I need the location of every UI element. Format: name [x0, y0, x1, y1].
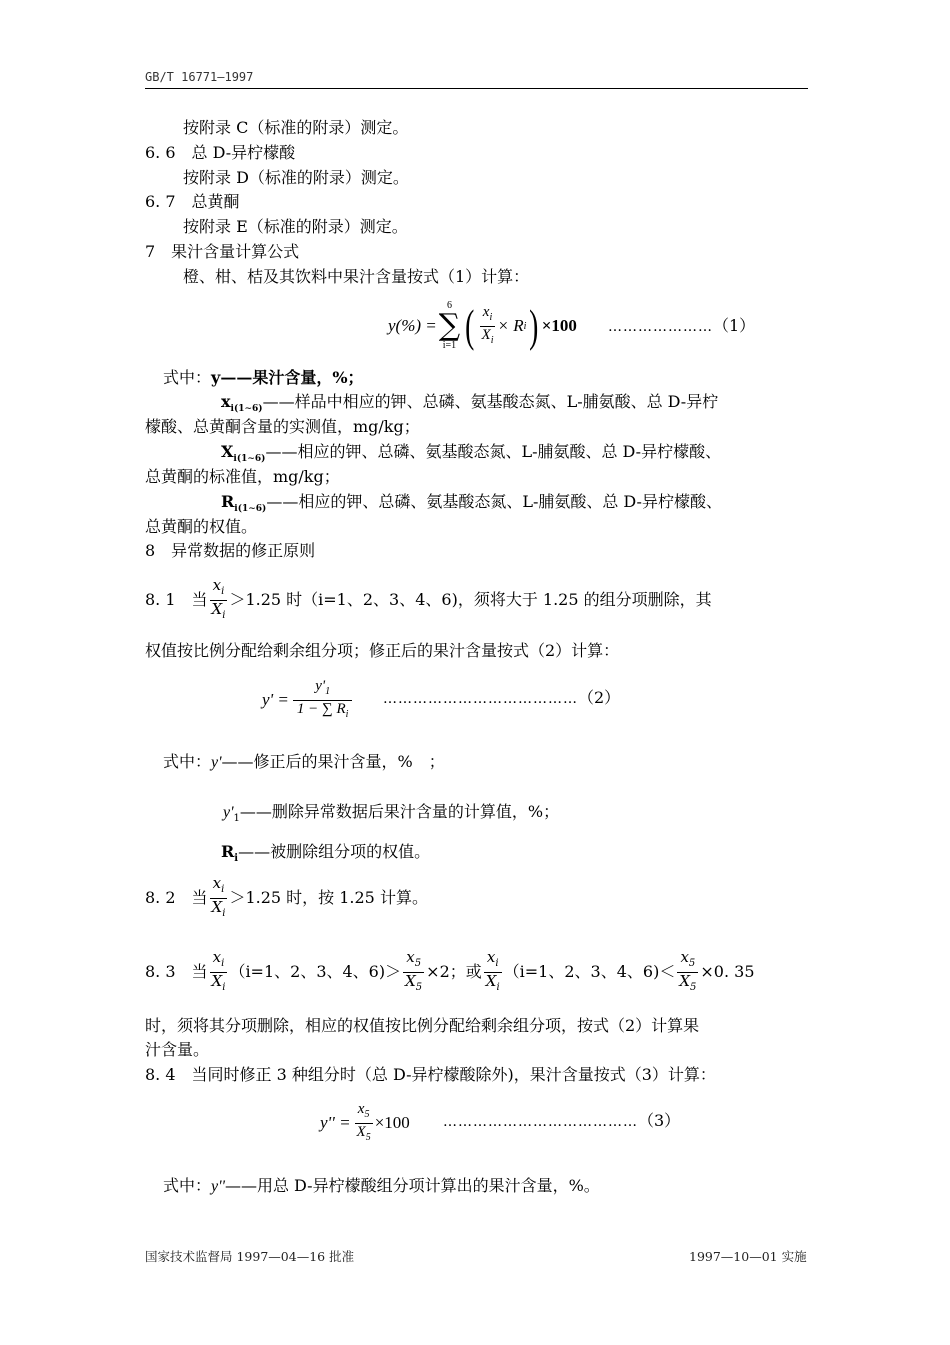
- eq1-number: …………………（1）: [608, 316, 756, 335]
- section-8-2: 8. 2 当 $\frac{x_i}{X_i}$ ＞1.25 时，按 1.25 计算。: [145, 876, 428, 920]
- section-7: 7 果汁含量计算公式: [145, 242, 300, 261]
- equation-3: y'' = $\frac{x_5}{X_5}$ ×100: [320, 1098, 410, 1148]
- def-R: $R_{i(1\sim 6)}——$相应的钾、总磷、氨基酸态氮、L-脯氨酸、总 D-异柠檬酸、: [221, 492, 722, 515]
- line-appendix-d: 按附录 D（标准的附录）测定。: [183, 168, 409, 187]
- section-6-7: 6. 7 总黄酮: [145, 192, 240, 211]
- def-X-cont: 总黄酮的标准值，mg/kg；: [145, 467, 340, 486]
- eq1-lhs: y(%) =: [388, 316, 437, 335]
- line-formula-intro: 橙、柑、桔及其饮料中果汁含量按式（1）计算：: [183, 267, 530, 286]
- def-x: $x_{i(1\sim 6)}——$样品中相应的钾、总磷、氨基酸态氮、L-脯氨酸、总 D-异柠: [221, 392, 719, 415]
- section-8: 8 异常数据的修正原则: [145, 541, 316, 560]
- def-x-cont: 檬酸、总黄酮含量的实测值，mg/kg；: [145, 417, 420, 436]
- line-appendix-c: 按附录 C（标准的附录）测定。: [183, 118, 409, 137]
- def-y1: $y'_1——$删除异常数据后果汁含量的计算值，%；: [223, 802, 560, 825]
- equation-2: y' = $\frac{y'_1}{1 - \sum R_i}$: [262, 675, 354, 725]
- eq2-number: …………………………………（2）: [383, 688, 621, 707]
- eq1-fraction: $\frac{x_i}{X_i}$: [480, 304, 496, 349]
- equation-1: y(%) = 6 ∑ i=1 ( $\frac{x_i}{X_i}$ × R i ) ×100: [388, 300, 577, 351]
- standard-number: GB/T 16771—1997: [145, 70, 254, 84]
- section-8-1-cont: 权值按比例分配给剩余组分项；修正后的果汁含量按式（2）计算：: [145, 641, 620, 660]
- section-8-3: 8. 3 当 $\frac{x_i}{X_i}$ （i=1、2、3、4、6)＞ $\frac{x_5}{X_5}$ ×2；或 $\frac{x_i}{X_i}$ （i=1、2、3、4、6)＜ $\frac{x_5}{X_5}$ ×0. 35: [145, 950, 755, 994]
- section-8-1: 8. 1 当 $\frac{x_i}{X_i}$ ＞1.25 时（i=1、2、3、4、6)，须将大于 1.25 的组分项删除，其: [145, 578, 712, 622]
- where-label-1: 式中：y——果汁含量，%；: [163, 368, 364, 387]
- section-8-3-cont2: 汁含量。: [145, 1040, 210, 1059]
- section-8-4: 8. 4 当同时修正 3 种组分时（总 D-异柠檬酸除外)，果汁含量按式（3）计算：: [145, 1065, 716, 1084]
- footer-effective: 1997—10—01 实施: [689, 1249, 807, 1264]
- header-rule: [145, 88, 808, 89]
- eq3-number: …………………………………（3）: [443, 1111, 681, 1130]
- def-X: $X_{i(1\sim 6)}——$相应的钾、总磷、氨基酸态氮、L-脯氨酸、总 D-异柠檬酸、: [221, 442, 722, 465]
- line-appendix-e: 按附录 E（标准的附录）测定。: [183, 217, 408, 236]
- section-6-6: 6. 6 总 D-异柠檬酸: [145, 143, 296, 162]
- footer-approval: 国家技术监督局 1997—04—16 批准: [145, 1249, 355, 1264]
- eq1-sum: 6 ∑ i=1: [438, 300, 461, 351]
- section-8-3-cont: 时，须将其分项删除，相应的权值按比例分配给剩余组分项，按式（2）计算果: [145, 1016, 700, 1035]
- where-label-2: 式中：y'——修正后的果汁含量，% ；: [163, 752, 445, 771]
- def-Ri: $R_i——$被删除组分项的权值。: [221, 842, 431, 865]
- where-label-3: 式中：y''——用总 D-异柠檬酸组分项计算出的果汁含量，%。: [163, 1176, 600, 1195]
- def-R-cont: 总黄酮的权值。: [145, 517, 258, 536]
